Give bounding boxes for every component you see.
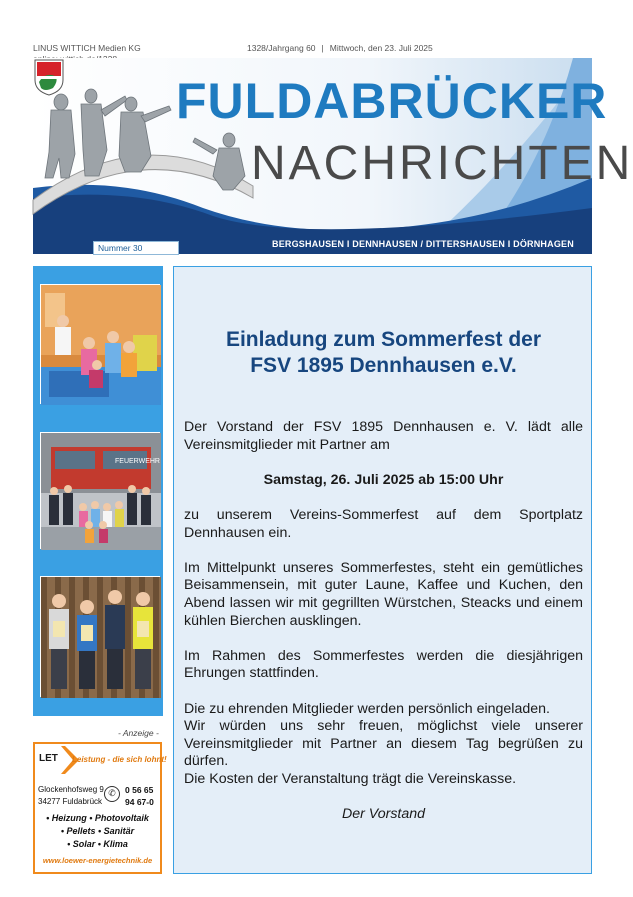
article-headline <box>174 327 593 379</box>
phone-icon: ✆ <box>104 786 120 802</box>
ad-services-line3: • Solar • Klima <box>67 839 128 849</box>
advertisement[interactable] <box>33 742 167 874</box>
article-box <box>173 266 592 874</box>
article-date-line: Samstag, 26. Juli 2025 ab 15:00 Uhr <box>263 471 504 488</box>
photo-fire-station <box>40 432 160 549</box>
article-program: Im Mittelpunkt unseres Sommerfestes, steht ein gemütliches Beisammensein, mit guter Laune, Kaffee und Kuchen, den Abend lassen wir mit gegrillten Würstchen, Steacks und einem kühlen Bierchen ausklingen. <box>184 559 583 629</box>
article-invite-personal: Die zu ehrenden Mitglieder werden persönlich eingeladen. <box>184 700 550 717</box>
ad-phone-number: 94 67-0 <box>125 797 154 807</box>
masthead-towns: BERGSHAUSEN I DENNHAUSEN / DITTERSHAUSEN I DÖRNHAGEN <box>272 239 574 249</box>
ad-phone <box>125 784 154 808</box>
fire-truck-sign: FEUERWEHR <box>115 458 160 465</box>
masthead-title-line1: FULDABRÜCKER <box>176 73 608 129</box>
ad-services-line1: • Heizung • Photovoltaik <box>46 813 149 823</box>
article-costs: Die Kosten der Veranstaltung trägt die Vereinskasse. <box>184 770 517 787</box>
photo-award-ceremony <box>40 576 160 697</box>
ad-website-link[interactable]: www.loewer-energietechnik.de <box>42 856 153 865</box>
article-honors: Im Rahmen des Sommerfestes werden die diesjährigen Ehrungen stattfinden. <box>184 647 583 682</box>
coat-of-arms-icon <box>33 58 65 96</box>
ad-services <box>35 812 160 851</box>
article-location: zu unserem Vereins-Sommerfest auf dem Sportplatz Dennhausen ein. <box>184 506 583 541</box>
ad-street: Glockenhofsweg 9 <box>38 785 104 794</box>
ad-slogan: Leistung - die sich lohnt! <box>72 755 167 764</box>
article-body <box>184 419 583 824</box>
issue-date: Mittwoch, den 23. Juli 2025 <box>329 43 433 53</box>
publisher-name: LINUS WITTICH Medien KG <box>33 43 141 53</box>
headline-line1: Einladung zum Sommerfest der <box>225 328 542 351</box>
issue-number-badge: Nummer 30 <box>93 241 179 255</box>
ad-services-line2: • Pellets • Sanitär <box>60 826 135 836</box>
masthead <box>33 58 633 254</box>
ad-brand: LET <box>39 753 58 764</box>
article-intro: Der Vorstand der FSV 1895 Dennhausen e. V. lädt alle Vereinsmitglieder mit Partner am <box>184 419 583 453</box>
issue-separator: | <box>321 43 324 53</box>
ad-phone-prefix: 0 56 65 <box>125 785 154 795</box>
ad-label: - Anzeige - <box>118 728 159 738</box>
masthead-title-line2: NACHRICHTEN <box>251 137 633 190</box>
photo-column <box>33 266 163 716</box>
photo-children-gym <box>40 284 160 404</box>
issue-volume: 1328/Jahrgang 60 <box>247 43 316 53</box>
article-hope: Wir würden uns sehr freuen, möglichst viele unserer Vereinsmitglieder mit Partner an diesem Tag begrüßen zu dürfen. <box>184 718 583 770</box>
ad-city: 34277 Fuldabrück <box>38 797 103 806</box>
issue-info <box>247 43 433 53</box>
ad-address <box>38 784 104 808</box>
headline-line2: FSV 1895 Dennhausen e.V. <box>250 354 517 377</box>
article-signature: Der Vorstand <box>341 806 426 823</box>
